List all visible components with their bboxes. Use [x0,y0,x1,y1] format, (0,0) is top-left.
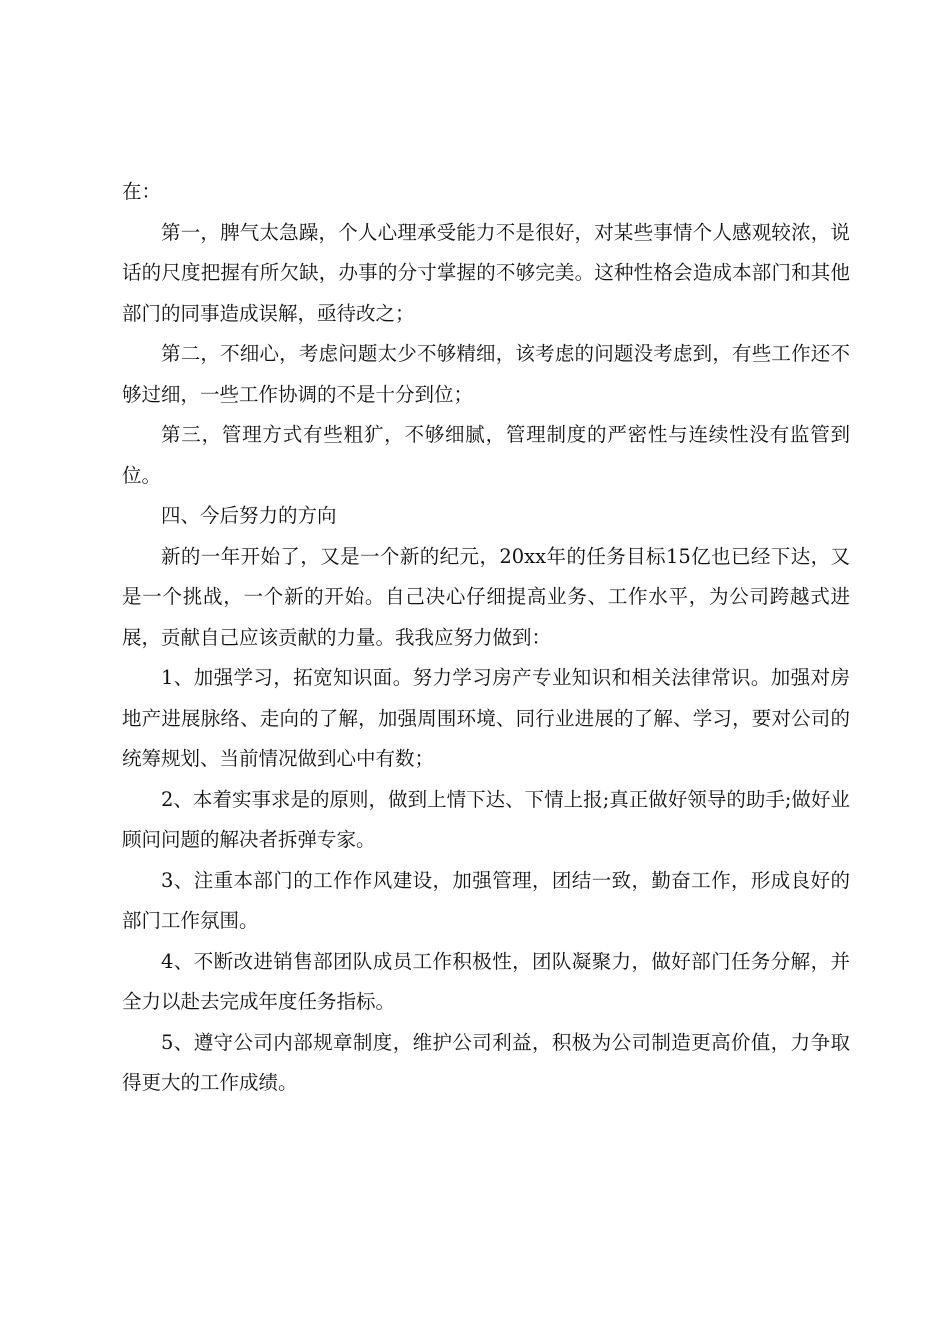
paragraph-continuation: 在： [122,180,162,203]
list-item-4-team: 4、不断改进销售部团队成员工作积极性，团队凝聚力，做好部门任务分解，并全力以赴去完成年度任务指标。 [122,949,850,1013]
list-item-3-work-style: 3、注重本部门的工作作风建设，加强管理，团结一致，勤奋工作，形成良好的部门工作氛围。 [122,868,850,932]
list-item-2-principle: 2、本着实事求是的原则，做到上情下达、下情上报;真正做好领导的助手;做好业顾问问题的解决者拆弹专家。 [122,787,850,851]
paragraph-shortcoming-3: 第三，管理方式有些粗犷，不够细腻，管理制度的严密性与连续性没有监管到位。 [122,423,850,487]
list-item-5-rules: 5、遵守公司内部规章制度，维护公司利益，积极为公司制造更高价值，力争取得更大的工作成绩。 [122,1030,850,1094]
paragraph-shortcoming-1: 第一，脾气太急躁，个人心理承受能力不是很好，对某些事情个人感观较浓，说话的尺度把握有所欠缺，办事的分寸掌握的不够完美。这种性格会造成本部门和其他部门的同事造成误解，亟待改之； [122,220,850,325]
section-heading-future-direction: 四、今后努力的方向 [161,504,337,527]
paragraph-shortcoming-2: 第二，不细心，考虑问题太少不够精细，该考虑的问题没考虑到，有些工作还不够过细，一些工作协调的不是十分到位； [122,342,850,406]
list-item-1-study: 1、加强学习，拓宽知识面。努力学习房产专业知识和相关法律常识。加强对房地产进展脉络、走向的了解，加强周围环境、同行业进展的了解、学习，要对公司的统筹规划、当前情况做到心中有数； [122,666,850,770]
document-body [122,172,850,1104]
paragraph-new-year-goal: 新的一年开始了，又是一个新的纪元，20xx年的任务目标15亿也已经下达，又是一个挑战，一个新的开始。自己决心仔细提高业务、工作水平，为公司跨越式进展，贡献自己应该贡献的力量。我我应努力做到： [122,544,850,649]
